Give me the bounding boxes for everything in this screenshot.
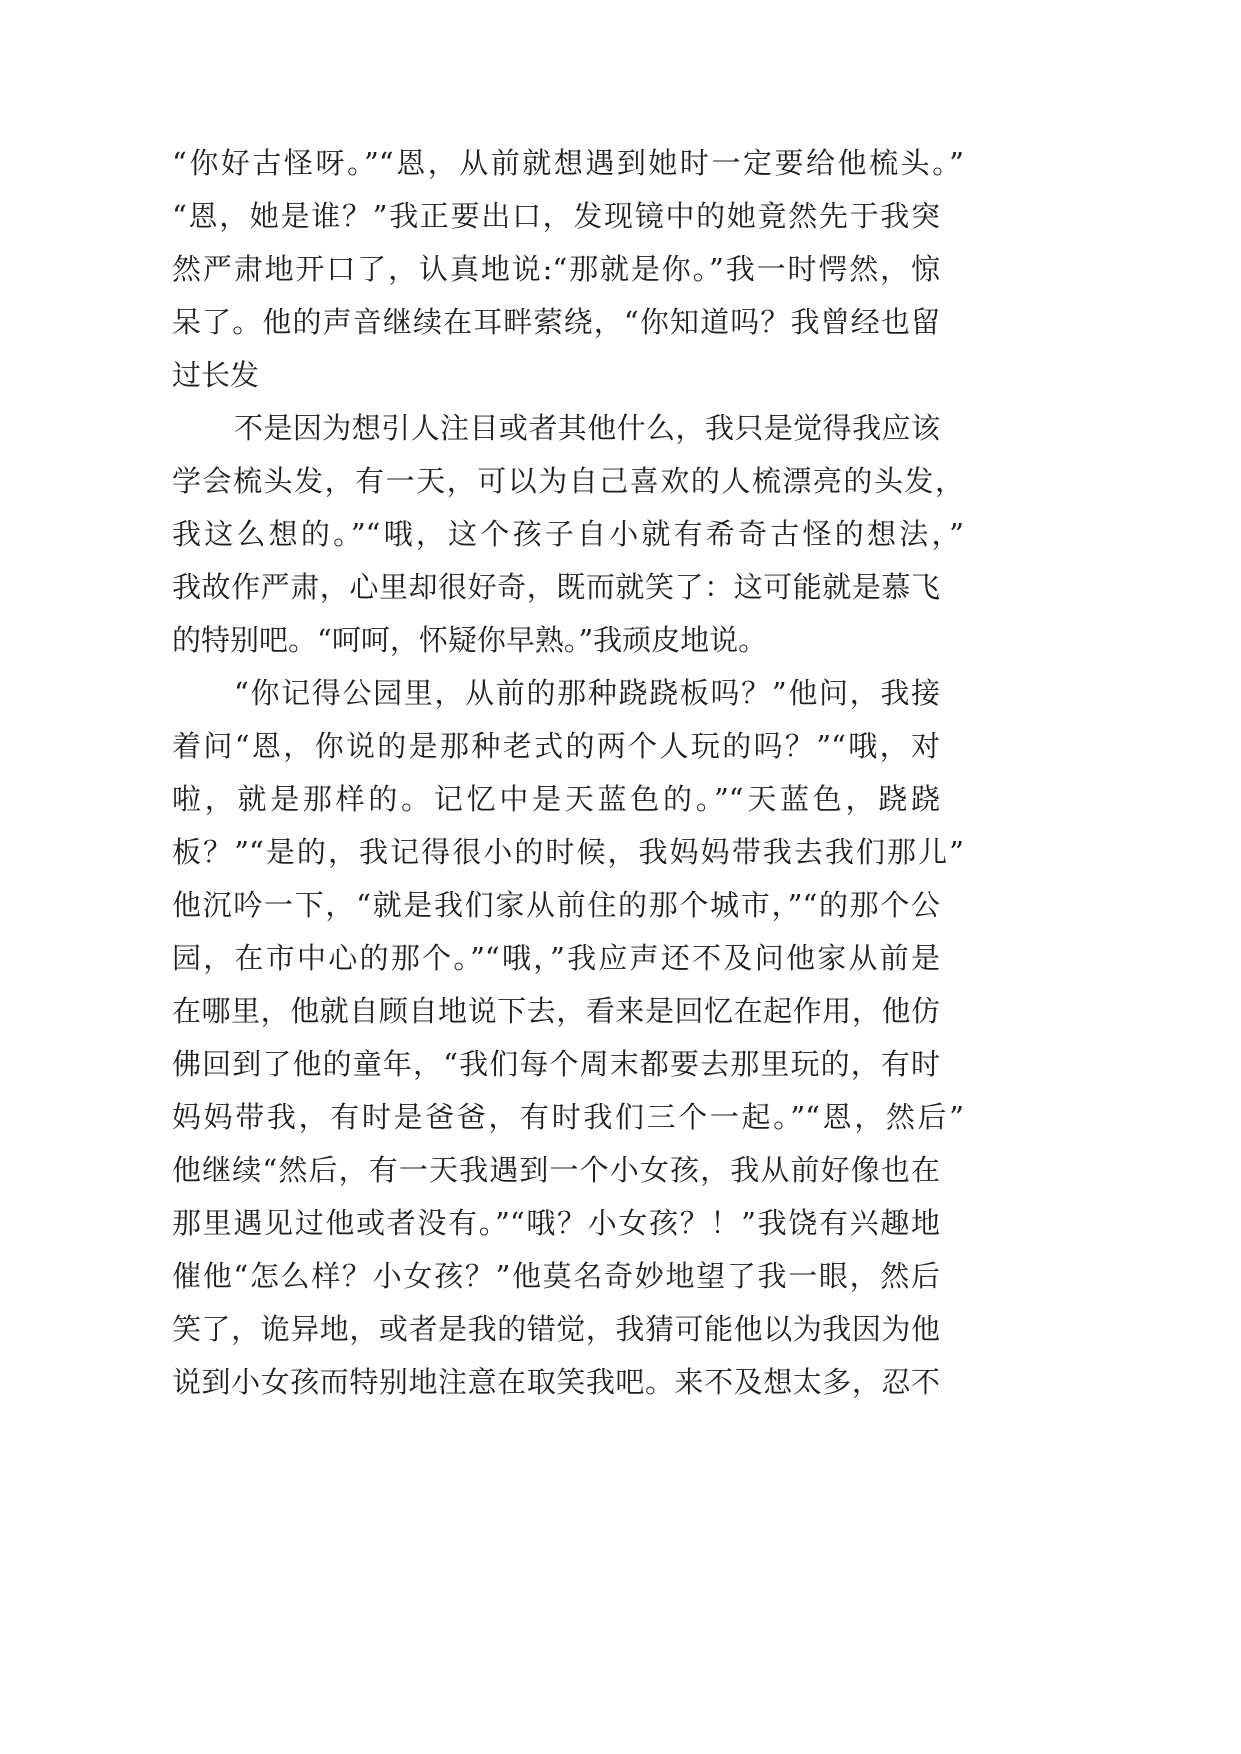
text-line: 啦，就是那样的。记忆中是天蓝色的。”“天蓝色，跷跷	[172, 782, 940, 816]
text-line: 他继续“然后，有一天我遇到一个小女孩，我从前好像也在	[172, 1153, 940, 1187]
text-line: 我这么想的。”“哦，这个孩子自小就有希奇古怪的想法，”	[172, 517, 964, 551]
paragraph	[172, 402, 972, 667]
text-line: 说到小女孩而特别地注意在取笑我吧。来不及想太多，忍不	[172, 1365, 940, 1399]
body-text	[172, 137, 972, 1409]
text-line: 他沉吟一下，“就是我们家从前住的那个城市，”“的那个公	[172, 888, 940, 922]
text-line: 那里遇见过他或者没有。”“哦？小女孩？！”我饶有兴趣地	[172, 1206, 940, 1240]
text-line: 妈妈带我，有时是爸爸，有时我们三个一起。”“恩，然后”	[172, 1100, 964, 1134]
text-line: 佛回到了他的童年，“我们每个周末都要去那里玩的，有时	[172, 1047, 940, 1081]
text-line: 呆了。他的声音继续在耳畔萦绕，“你知道吗？我曾经也留	[172, 305, 940, 339]
paragraph	[172, 137, 972, 402]
text-line: 在哪里，他就自顾自地说下去，看来是回忆在起作用，他仿	[172, 994, 940, 1028]
text-line: 催他“怎么样？小女孩？”他莫名奇妙地望了我一眼，然后	[172, 1259, 940, 1293]
text-line: 我故作严肃，心里却很好奇，既而就笑了：这可能就是慕飞	[172, 570, 940, 604]
text-line: “你好古怪呀。”“恩，从前就想遇到她时一定要给他梳头。”	[172, 146, 964, 180]
text-line: 笑了，诡异地，或者是我的错觉，我猜可能他以为我因为他	[172, 1312, 940, 1346]
text-line: 板？”“是的，我记得很小的时候，我妈妈带我去我们那儿”	[172, 835, 964, 869]
text-line: 学会梳头发，有一天，可以为自己喜欢的人梳漂亮的头发，	[172, 464, 964, 498]
text-line: 然严肃地开口了，认真地说:“那就是你。”我一时愕然，惊	[172, 252, 940, 286]
text-line: “恩，她是谁？”我正要出口，发现镜中的她竟然先于我突	[172, 199, 940, 233]
text-line: “你记得公园里，从前的那种跷跷板吗？”他问，我接	[234, 676, 940, 710]
text-line: 不是因为想引人注目或者其他什么，我只是觉得我应该	[234, 411, 940, 445]
paragraph	[172, 667, 972, 1409]
text-line: 的特别吧。“呵呵，怀疑你早熟。”我顽皮地说。	[172, 623, 768, 657]
text-line: 过长发	[172, 358, 260, 392]
text-line: 着问“恩，你说的是那种老式的两个人玩的吗？”“哦，对	[172, 729, 940, 763]
text-line: 园，在市中心的那个。”“哦，”我应声还不及问他家从前是	[172, 941, 940, 975]
